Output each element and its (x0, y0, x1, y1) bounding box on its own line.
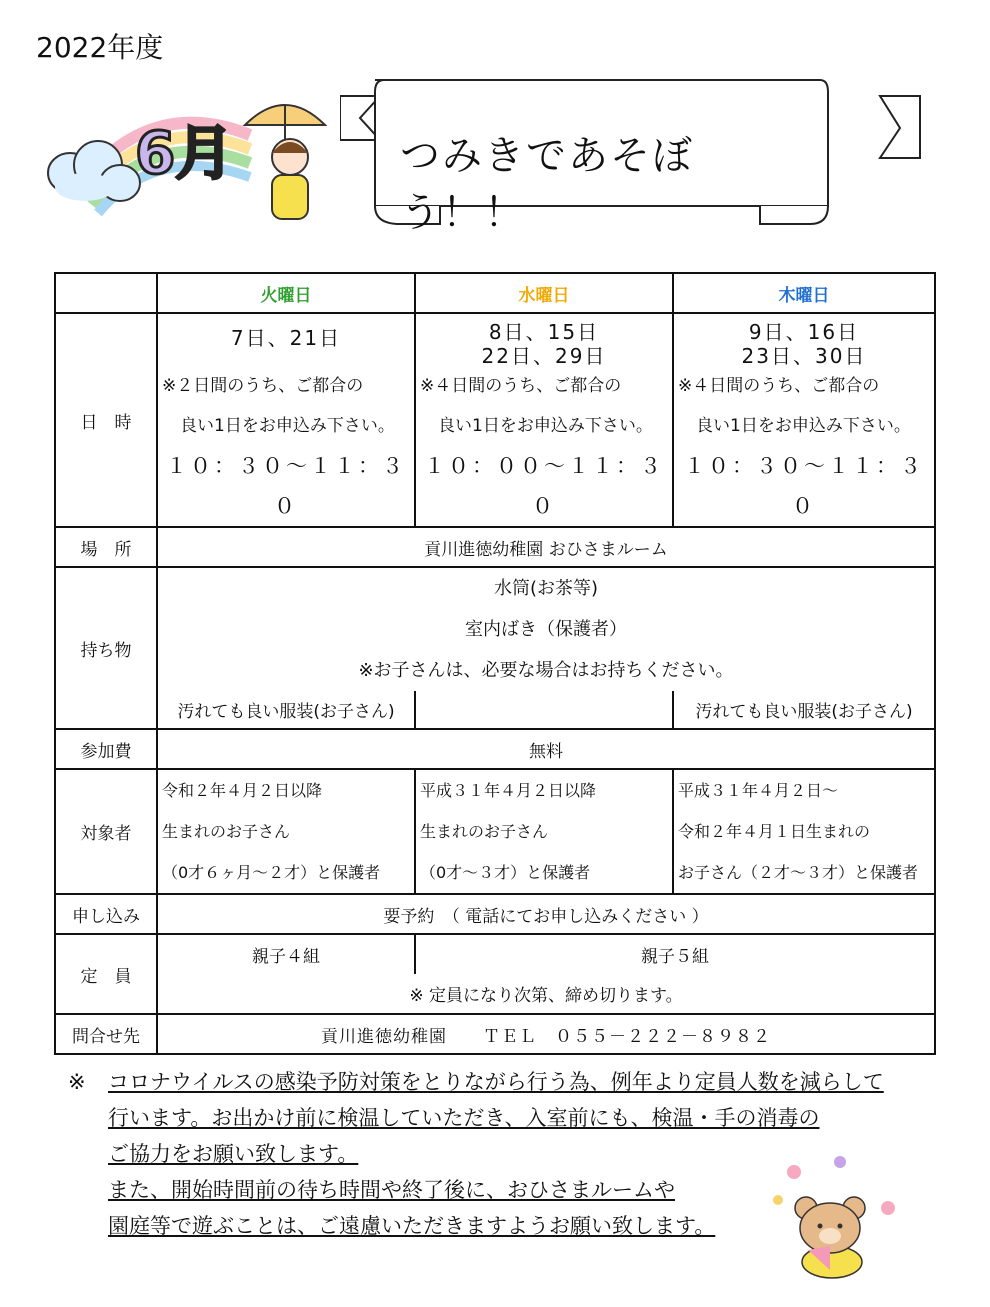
day-tuesday: 火曜日 (157, 273, 415, 313)
date-note: ※４日間のうち、ご都合の (420, 376, 622, 396)
target-row (55, 769, 935, 894)
date-note: 良い1日をお申込み下さい。 (438, 416, 653, 436)
month-badge: 6月 (135, 119, 234, 187)
fee-row (55, 729, 935, 769)
items-common (157, 567, 935, 691)
capacity-row (55, 934, 935, 974)
date-line: 23日、30日 (741, 344, 867, 368)
date-line: 22日、29日 (481, 344, 607, 368)
capacity-note: ※ 定員になり次第、締め切ります。 (157, 974, 935, 1014)
notice-line: 行います。お出かけ前に検温していただき、入室前にも、検温・手の消毒の (108, 1106, 820, 1130)
time-range: １０：３０～１１：３０ (166, 454, 406, 518)
target-line: 生まれのお子さん (420, 822, 549, 841)
capacity-tuesday: 親子４組 (157, 934, 415, 974)
date-line: 7日、21日 (230, 326, 342, 350)
target-wednesday (415, 769, 673, 894)
item-line: 室内ばき（保護者） (465, 619, 627, 640)
item-wednesday (415, 691, 673, 729)
place-value: 貢川進徳幼稚園 おひさまルーム (157, 527, 935, 567)
dates (158, 314, 414, 366)
notice-mark: ※ (68, 1070, 86, 1094)
target-line: 平成３１年４月２日以降 (420, 781, 597, 800)
contact-row (55, 1014, 935, 1054)
item-line: 水筒(お茶等) (493, 578, 599, 599)
event-title: つみきであそぼう！！ (400, 133, 694, 236)
date-note: ※２日間のうち、ご都合の (162, 376, 364, 396)
contact-label: 問合せ先 (55, 1014, 157, 1054)
notice-lines (108, 1064, 884, 1244)
capacity-label: 定 員 (55, 934, 157, 1014)
datetime-label: 日 時 (55, 313, 157, 527)
contact-value: 貢川進徳幼稚園 ＴＥＬ ０５５－２２２－８９８２ (157, 1014, 935, 1054)
notice-line: 園庭等で遊ぶことは、ご遠慮いただきますようお願い致します。 (108, 1214, 716, 1238)
time-range: １０：３０～１１：３０ (684, 454, 924, 518)
target-line: お子さん（２才～３才）と保護者 (678, 863, 919, 882)
datetime-thursday (673, 313, 935, 527)
capacity-note-row (55, 974, 935, 1014)
apply-label: 申し込み (55, 894, 157, 934)
date-line: 8日、15日 (488, 320, 600, 344)
day-wednesday: 水曜日 (415, 273, 673, 313)
schedule-table (54, 272, 936, 1055)
datetime-wednesday (415, 313, 673, 527)
notice-line: ご協力をお願い致します。 (108, 1142, 359, 1166)
item-thursday: 汚れても良い服装(お子さん) (673, 691, 935, 729)
day-thursday: 木曜日 (673, 273, 935, 313)
date-note: 良い1日をお申込み下さい。 (696, 416, 911, 436)
items-row (55, 567, 935, 691)
date-note: ※４日間のうち、ご都合の (678, 376, 880, 396)
bear-with-flowers-icon (770, 1150, 900, 1280)
dates (416, 314, 672, 366)
target-line: （0才６ヶ月～２才）と保護者 (162, 863, 381, 882)
datetime-row (55, 313, 935, 527)
item-tuesday: 汚れても良い服装(お子さん) (157, 691, 415, 729)
day-header-row (55, 273, 935, 313)
target-line: 令和２年４月１日生まれの (678, 822, 871, 841)
fee-value: 無料 (157, 729, 935, 769)
date-line: 9日、16日 (748, 320, 860, 344)
girl-with-umbrella-icon (245, 105, 325, 219)
datetime-tuesday (157, 313, 415, 527)
items-day-row (55, 691, 935, 729)
fiscal-year: 2022年度 (36, 31, 164, 64)
target-line: 生まれのお子さん (162, 822, 291, 841)
target-thursday (673, 769, 935, 894)
place-row (55, 527, 935, 567)
item-line: ※お子さんは、必要な場合はお持ちください。 (358, 660, 734, 681)
time-range: １０：００～１１：３０ (424, 454, 664, 518)
corner-cell (55, 273, 157, 313)
items-label: 持ち物 (55, 567, 157, 729)
target-tuesday (157, 769, 415, 894)
apply-value: 要予約 （ 電話にてお申し込みください ） (157, 894, 935, 934)
target-label: 対象者 (55, 769, 157, 894)
apply-row (55, 894, 935, 934)
capacity-wed-thu: 親子５組 (415, 934, 935, 974)
notice-line: また、開始時間前の待ち時間や終了後に、おひさまルームや (108, 1178, 675, 1202)
notice-line: コロナウイルスの感染予防対策をとりながら行う為、例年より定員人数を減らして (108, 1070, 884, 1094)
place-label: 場 所 (55, 527, 157, 567)
target-line: （0才～３才）と保護者 (420, 863, 591, 882)
fee-label: 参加費 (55, 729, 157, 769)
target-line: 令和２年４月２日以降 (162, 781, 323, 800)
dates (674, 314, 934, 366)
target-line: 平成３１年４月２日～ (678, 781, 839, 800)
date-note: 良い1日をお申込み下さい。 (180, 416, 395, 436)
month-illustration (40, 95, 370, 235)
